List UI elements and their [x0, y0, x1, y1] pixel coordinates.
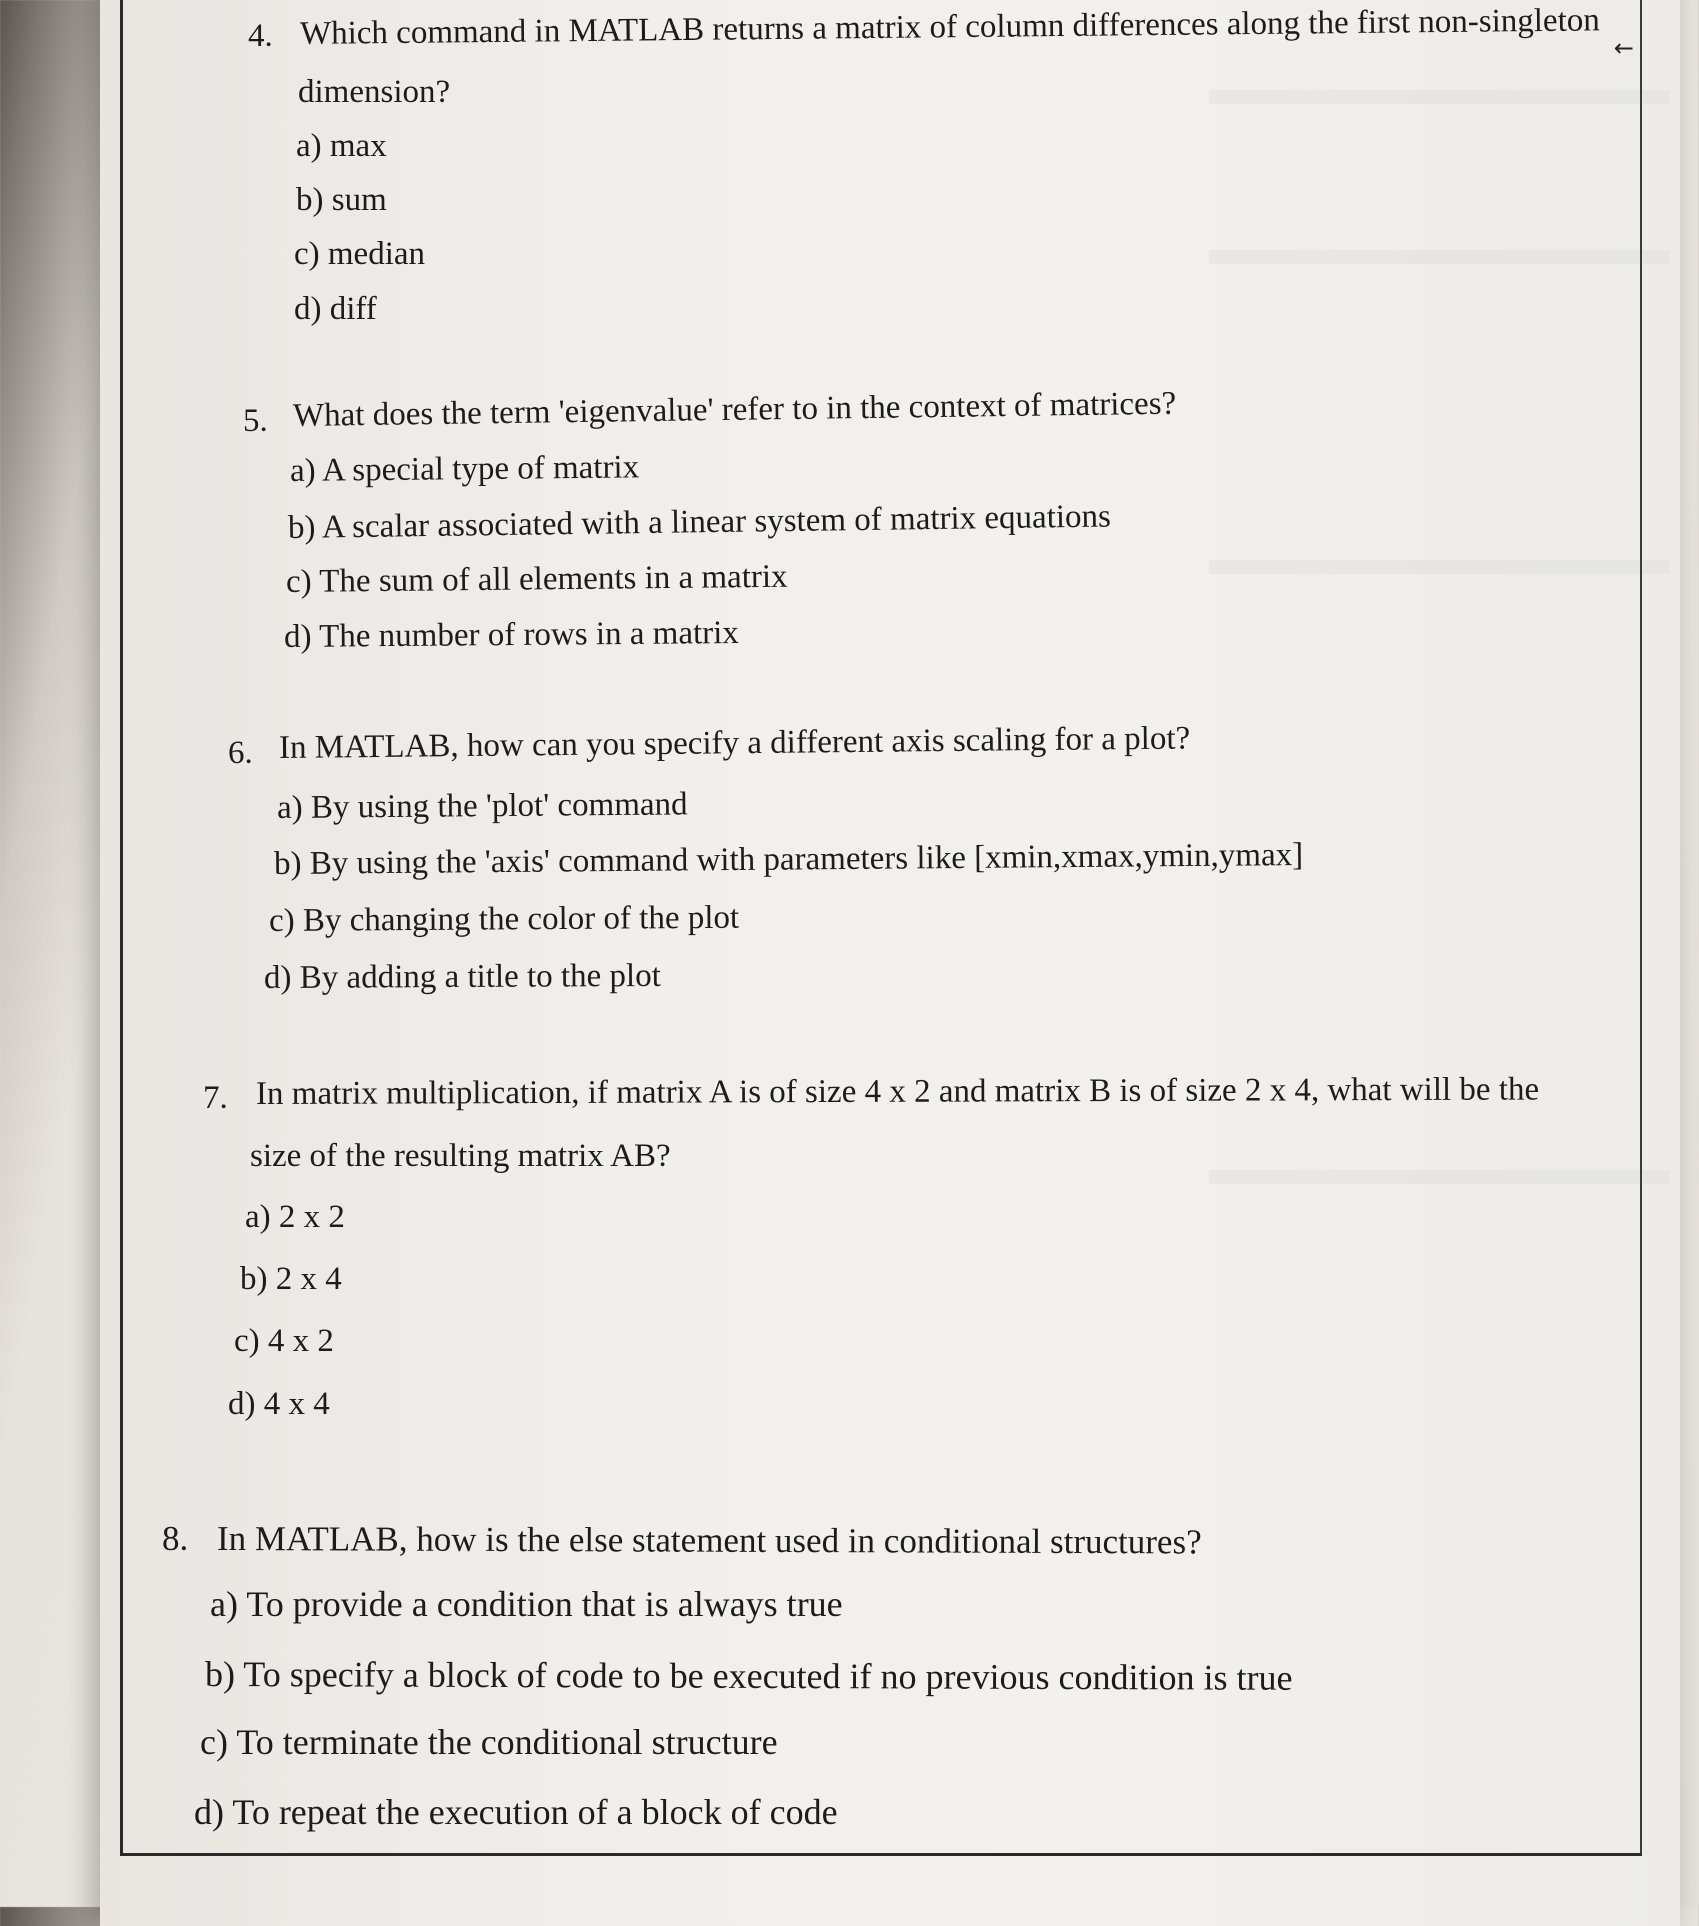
- option-c: c) median: [294, 236, 426, 272]
- option-a: a) To provide a condition that is always true: [210, 1584, 843, 1624]
- option-d: d) The number of rows in a matrix: [283, 615, 740, 655]
- question-number: 4.: [248, 18, 273, 54]
- question-text: In MATLAB, how can you specify a different axis scaling for a plot?: [278, 720, 1191, 766]
- option-b: b) sum: [296, 182, 387, 218]
- question-text: In MATLAB, how is the else statement used in conditional structures?: [216, 1519, 1202, 1562]
- option-d: d) 4 x 4: [228, 1386, 330, 1422]
- question-text: Which command in MATLAB returns a matrix of column differences along the first non-singleton: [299, 2, 1600, 52]
- option-d: d) By adding a title to the plot: [263, 957, 661, 996]
- option-b: b) 2 x 4: [240, 1261, 342, 1297]
- question-text: In matrix multiplication, if matrix A is of size 4 x 2 and matrix B is of size 2 x 4, what will be the: [255, 1071, 1540, 1112]
- option-b: b) A scalar associated with a linear system of matrix equations: [287, 498, 1112, 546]
- bleed-through: [1209, 560, 1669, 574]
- question-number: 5.: [243, 403, 268, 439]
- question-number: 8.: [162, 1519, 189, 1558]
- bleed-through: [1209, 90, 1669, 104]
- bleed-through: [1209, 1170, 1669, 1184]
- option-b: b) To specify a block of code to be executed if no previous condition is true: [204, 1654, 1293, 1698]
- option-d: d) diff: [294, 291, 377, 327]
- option-a: a) By using the 'plot' command: [276, 786, 688, 826]
- question-text-continued: size of the resulting matrix AB?: [250, 1138, 671, 1174]
- option-c: c) The sum of all elements in a matrix: [285, 558, 788, 600]
- question-text: What does the term 'eigenvalue' refer to in the context of matrices?: [292, 385, 1177, 434]
- bleed-through: [1209, 250, 1669, 264]
- question-number: 6.: [228, 735, 253, 771]
- option-a: a) A special type of matrix: [289, 449, 640, 489]
- question-number: 7.: [203, 1080, 228, 1116]
- option-a: a) max: [296, 128, 387, 164]
- option-c: c) 4 x 2: [234, 1323, 334, 1359]
- option-c: c) By changing the color of the plot: [268, 899, 740, 939]
- arrow-left-icon: ←: [1613, 34, 1634, 62]
- question-text-continued: dimension?: [298, 74, 451, 110]
- option-a: a) 2 x 2: [245, 1199, 345, 1235]
- option-c: c) To terminate the conditional structure: [200, 1722, 778, 1762]
- option-d: d) To repeat the execution of a block of code: [194, 1792, 838, 1832]
- option-b: b) By using the 'axis' command with parameters like [xmin,xmax,ymin,ymax]: [273, 837, 1304, 882]
